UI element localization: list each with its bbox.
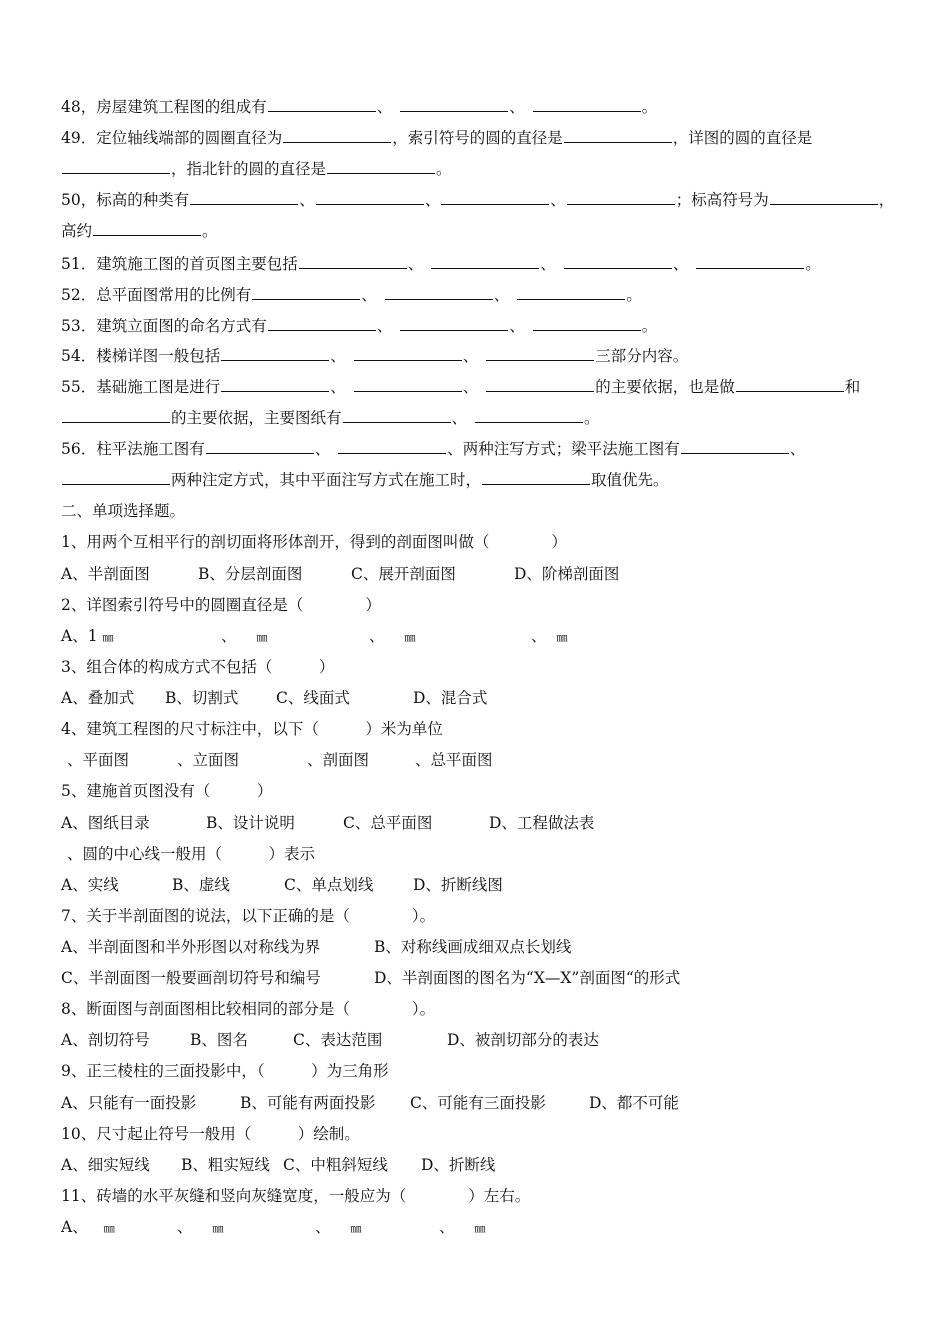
- answer-blank[interactable]: [517, 298, 625, 300]
- answer-blank[interactable]: [564, 267, 672, 269]
- question-56-cont: 两种注定方式，其中平面注写方式在施工时， 取值优先。: [61, 470, 669, 490]
- option-b[interactable]: B、可能有两面投影: [240, 1094, 376, 1112]
- option-d[interactable]: D、都不可能: [589, 1094, 679, 1112]
- option-c[interactable]: C、总平面图: [343, 814, 433, 832]
- option-b[interactable]: B、图名: [190, 1031, 248, 1049]
- option-b[interactable]: B、切割式: [165, 689, 239, 707]
- choice-question-10: 10、尺寸起止符号一般用（ ）绘制。: [61, 1125, 360, 1143]
- answer-blank[interactable]: [268, 110, 376, 112]
- answer-blank[interactable]: [681, 452, 789, 454]
- option-b[interactable]: 、 ㎜: [221, 627, 268, 645]
- answer-blank[interactable]: [327, 172, 435, 174]
- answer-blank[interactable]: [283, 141, 391, 143]
- answer-blank[interactable]: [299, 267, 407, 269]
- option-d[interactable]: 、 ㎜: [531, 627, 568, 645]
- answer-blank[interactable]: [354, 390, 462, 392]
- option-d[interactable]: D、阶梯剖面图: [514, 565, 620, 583]
- answer-blank[interactable]: [475, 421, 583, 423]
- option-c[interactable]: C、单点划线: [284, 876, 374, 894]
- option-a[interactable]: A、半剖面图和半外形图以对称线为界: [61, 938, 321, 956]
- question-55-cont: 的主要依据，主要图纸有 、 。: [61, 408, 600, 428]
- answer-blank[interactable]: [190, 203, 298, 205]
- option-b[interactable]: 、 ㎜: [177, 1218, 224, 1236]
- option-a[interactable]: A、叠加式: [61, 689, 135, 707]
- choice-question-4: 4、建筑工程图的尺寸标注中，以下（ ）米为单位: [61, 720, 443, 738]
- question-53: 53．建筑立面图的命名方式有 、 、 。: [61, 317, 658, 335]
- option-b[interactable]: 、立面图: [177, 751, 240, 769]
- answer-blank[interactable]: [696, 267, 804, 269]
- option-a[interactable]: A、只能有一面投影: [61, 1094, 197, 1112]
- answer-blank[interactable]: [268, 329, 376, 331]
- choice-question-6: 、圆的中心线一般用（ ）表示: [67, 845, 316, 863]
- option-c[interactable]: C、半剖面图一般要画剖切符号和编号: [61, 969, 321, 987]
- answer-blank[interactable]: [93, 234, 201, 236]
- option-b[interactable]: B、分层剖面图: [198, 565, 303, 583]
- option-d[interactable]: D、混合式: [413, 689, 488, 707]
- option-a[interactable]: 、平面图: [67, 751, 130, 769]
- question-54: 54．楼梯详图一般包括 、 、 三部分内容。: [61, 347, 689, 365]
- answer-blank[interactable]: [533, 329, 641, 331]
- choice-question-7: 7、关于半剖面图的说法，以下正确的是（ ）。: [61, 907, 436, 925]
- option-a[interactable]: A、半剖面图: [61, 565, 150, 583]
- choice-question-9: 9、正三棱柱的三面投影中，（ ）为三角形: [61, 1062, 389, 1080]
- question-48: 48，房屋建筑工程图的组成有 、 、 。: [61, 98, 658, 116]
- choice-question-2: 2、详图索引符号中的圆圈直径是（ ）: [61, 596, 381, 614]
- choice-question-3: 3、组合体的构成方式不包括（ ）: [61, 658, 335, 676]
- answer-blank[interactable]: [564, 141, 672, 143]
- answer-blank[interactable]: [62, 483, 170, 485]
- option-d[interactable]: D、折断线: [421, 1156, 496, 1174]
- option-a[interactable]: A、图纸目录: [61, 814, 150, 832]
- answer-blank[interactable]: [338, 452, 446, 454]
- answer-blank[interactable]: [221, 390, 329, 392]
- option-c[interactable]: 、 ㎜: [315, 1218, 362, 1236]
- option-d[interactable]: D、折断线图: [413, 876, 503, 894]
- option-b[interactable]: B、设计说明: [206, 814, 295, 832]
- question-50-cont: 高约 。: [61, 222, 218, 240]
- option-a[interactable]: A、剖切符号: [61, 1031, 150, 1049]
- answer-blank[interactable]: [486, 390, 594, 392]
- answer-blank[interactable]: [354, 359, 462, 361]
- choice-question-1: 1、用两个互相平行的剖切面将形体剖开，得到的剖面图叫做（ ）: [61, 533, 567, 551]
- question-55: 55．基础施工图是进行 、 、 的主要依据，也是做 和: [61, 378, 861, 396]
- option-a[interactable]: A、1 ㎜: [61, 627, 114, 645]
- option-c[interactable]: C、表达范围: [293, 1031, 383, 1049]
- answer-blank[interactable]: [221, 359, 329, 361]
- answer-blank[interactable]: [316, 203, 424, 205]
- option-c[interactable]: C、展开剖面图: [351, 565, 456, 583]
- option-b[interactable]: B、粗实短线: [181, 1156, 270, 1174]
- answer-blank[interactable]: [62, 172, 170, 174]
- option-a[interactable]: A、 ㎜: [61, 1218, 115, 1236]
- option-b[interactable]: B、对称线画成细双点长划线: [374, 938, 572, 956]
- section-title: 二、单项选择题。: [61, 502, 186, 520]
- answer-blank[interactable]: [736, 390, 844, 392]
- question-49: 49．定位轴线端部的圆圈直径为 ，索引符号的圆的直径是 ，详图的圆的直径是: [61, 129, 813, 147]
- option-d[interactable]: D、工程做法表: [489, 814, 595, 832]
- option-d[interactable]: 、总平面图: [415, 751, 493, 769]
- option-d[interactable]: D、半剖面图的图名为“X—X”剖面图“的形式: [374, 969, 681, 987]
- option-d[interactable]: 、 ㎜: [439, 1218, 486, 1236]
- option-a[interactable]: A、细实短线: [61, 1156, 150, 1174]
- answer-blank[interactable]: [486, 359, 594, 361]
- option-c[interactable]: C、线面式: [276, 689, 350, 707]
- answer-blank[interactable]: [206, 452, 314, 454]
- answer-blank[interactable]: [252, 298, 360, 300]
- answer-blank[interactable]: [482, 483, 590, 485]
- answer-blank[interactable]: [62, 421, 170, 423]
- answer-blank[interactable]: [385, 298, 493, 300]
- question-52: 52．总平面图常用的比例有 、 、 。: [61, 286, 642, 304]
- choice-question-11: 11、砖墙的水平灰缝和竖向灰缝宽度，一般应为（ ）左右。: [61, 1187, 531, 1205]
- question-51: 51．建筑施工图的首页图主要包括 、 、 、 。: [61, 255, 821, 273]
- answer-blank[interactable]: [441, 203, 549, 205]
- answer-blank[interactable]: [400, 329, 508, 331]
- option-a[interactable]: A、实线: [61, 876, 119, 894]
- question-56: 56．柱平法施工图有 、 、两种注写方式；梁平法施工图有 、: [61, 440, 806, 458]
- answer-blank[interactable]: [567, 203, 675, 205]
- option-c[interactable]: C、可能有三面投影: [410, 1094, 546, 1112]
- option-d[interactable]: D、被剖切部分的表达: [447, 1031, 599, 1049]
- option-c[interactable]: C、中粗斜短线: [283, 1156, 388, 1174]
- answer-blank[interactable]: [431, 267, 539, 269]
- choice-question-8: 8、断面图与剖面图相比较相同的部分是（ ）。: [61, 1000, 436, 1018]
- answer-blank[interactable]: [343, 421, 451, 423]
- answer-blank[interactable]: [770, 203, 878, 205]
- option-c[interactable]: 、 ㎜: [369, 627, 416, 645]
- question-50: 50，标高的种类有 、 、 、 ；标高符号为 ，: [61, 191, 895, 209]
- choice-question-5: 5、建施首页图没有（ ）: [61, 782, 273, 800]
- answer-blank[interactable]: [400, 110, 508, 112]
- option-c[interactable]: 、剖面图: [307, 751, 370, 769]
- answer-blank[interactable]: [533, 110, 641, 112]
- option-b[interactable]: B、虚线: [172, 876, 230, 894]
- question-49-cont: ，指北针的圆的直径是 。: [61, 159, 452, 179]
